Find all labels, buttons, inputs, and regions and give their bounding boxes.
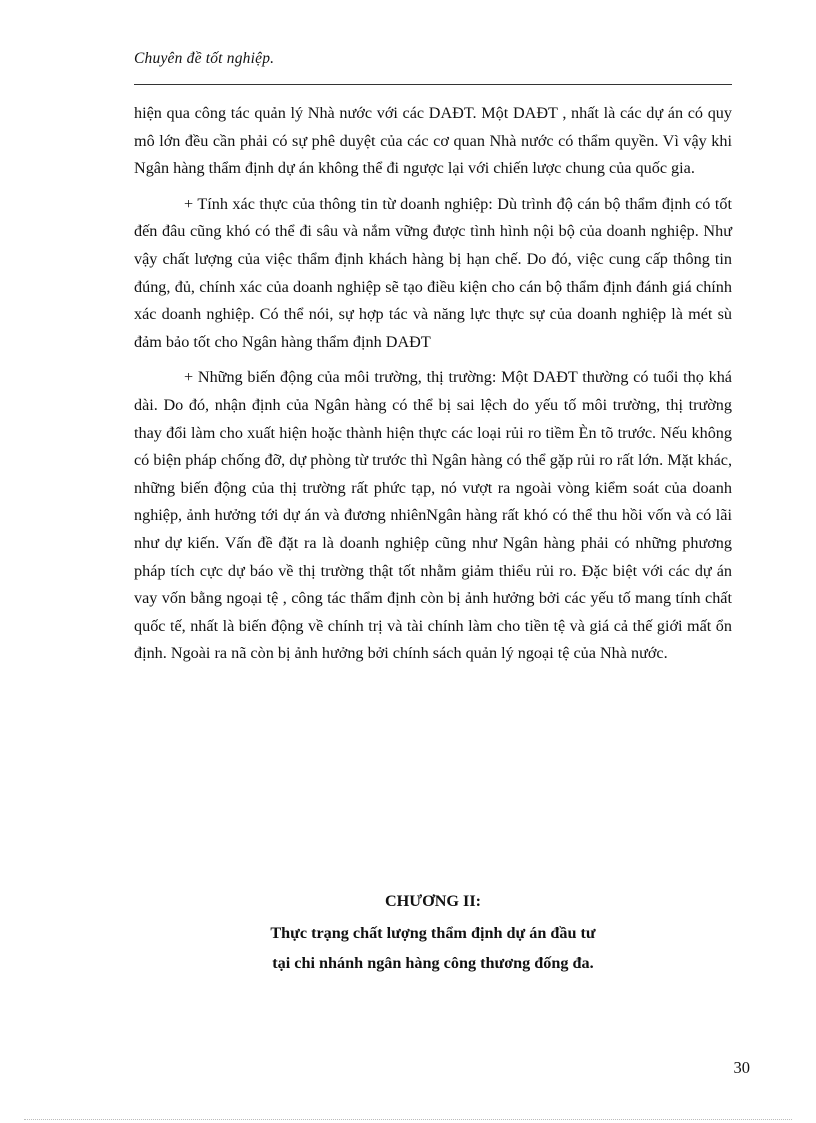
footer-divider [24,1119,792,1120]
paragraph-market-changes: + Những biến động của môi trường, thị trường: Một DAĐT thường có tuổi thọ khá dài. Do đó, nhận định của Ngân hàng có thể bị sai lệch do yếu tố môi trường, thị trường thay đổi làm cho xuất hiện hoặc thành hiện thực các loại rủi ro tiềm Èn tõ trước. Nếu không có biện pháp chống đỡ, dự phòng từ trước thì Ngân hàng có thể gặp rủi ro rất lớn. Mặt khác, những biến động của thị trường rất phức tạp, nó vượt ra ngoài vòng kiểm soát của doanh nghiệp, ảnh hưởng tới dự án và đương nhiênNgân hàng rất khó có thể thu hồi vốn và có lãi như dự kiến. Vấn đề đặt ra là doanh nghiệp cũng như Ngân hàng phải có những phương pháp tích cực dự báo về thị trường thật tốt nhằm giảm thiểu rủi ro. Đặc biệt với các dự án vay vốn bằng ngoại tệ , công tác thẩm định còn bị ảnh hưởng bởi các yếu tố mang tính chất quốc tế, nhất là biến động về chính trị và tài chính làm cho tiền tệ và giá cả thế giới mất ổn định. Ngoài ra nã còn bị ảnh hưởng bởi chính sách quản lý ngoại tệ của Nhà nước. [134,368,732,663]
chapter-title-line-1: Thực trạng chất lượng thẩm định dự án đầu tư [270,924,596,942]
paragraph-continuation: hiện qua công tác quản lý Nhà nước với các DAĐT. Một DAĐT , nhất là các dự án có quy mô lớn đều cần phải có sự phê duyệt của các cơ quan Nhà nước có thẩm quyền. Vì vậy khi Ngân hàng thẩm định dự án không thể đi ngược lại với chiến lược chung của quốc gia. [134,104,732,178]
chapter-title-line-2: tại chi nhánh ngân hàng công thương đống đa. [272,954,594,972]
paragraph-information-accuracy: + Tính xác thực của thông tin từ doanh nghiệp: Dù trình độ cán bộ thẩm định có tốt đến đâu cũng khó có thể đi sâu và nắm vững được tình hình nội bộ của doanh nghiệp. Như vậy chất lượng của việc thẩm định khách hàng bị hạn chế. Do đó, việc cung cấp thông tin đúng, đủ, chính xác của doanh nghiệp sẽ tạo điều kiện cho cán bộ thẩm định đánh giá chính xác doanh nghiệp. Có thể nói, sự hợp tác và năng lực thực sự của doanh nghiệp là mét sù đảm bảo tốt cho Ngân hàng thẩm định DAĐT [134,194,732,351]
page-number: 30 [733,1058,750,1077]
running-header: Chuyên đề tốt nghiệp. [134,50,275,67]
header-divider [134,84,732,85]
body-text [134,100,732,676]
chapter-heading [134,884,732,978]
chapter-label: CHƯƠNG II: [384,892,482,910]
